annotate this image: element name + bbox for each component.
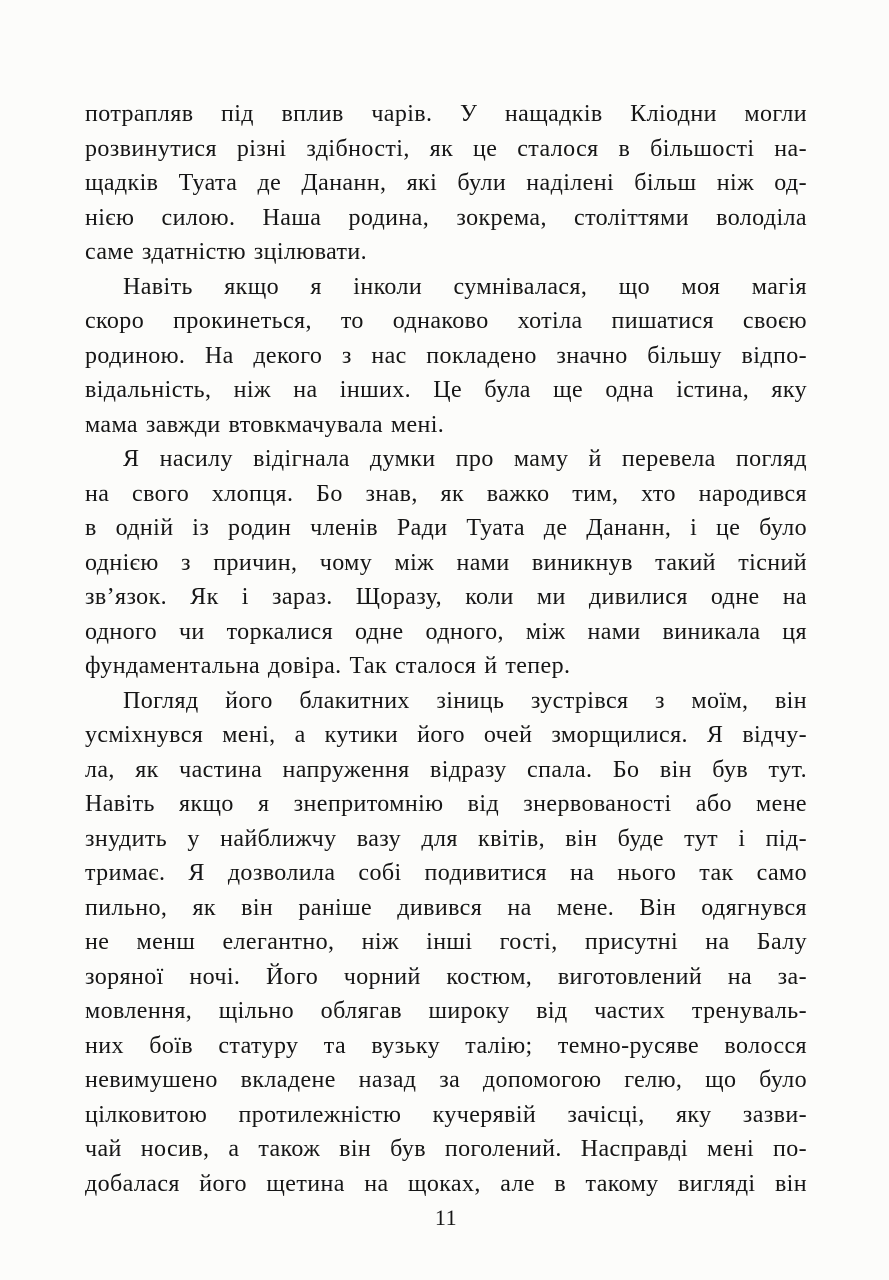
text-line: в одній із родин членів Ради Туата де Дананн, і це було xyxy=(85,515,807,541)
text-line: цілковитою протилежністю кучерявій зачісці, яку зазви- xyxy=(85,1101,807,1128)
text-line: потрапляв під вплив чарів. У нащадків Кліодни могли xyxy=(85,101,807,127)
text-line: добалася його щетина на щоках, але в такому вигляді він xyxy=(85,1170,807,1197)
text-line: мовлення, щільно облягав широку від частих тренуваль- xyxy=(85,998,807,1024)
text-line: мама завжди втовкмачувала мені. xyxy=(85,411,445,438)
text-line: нією силою. Наша родина, зокрема, століттями володіла xyxy=(85,204,807,231)
text-line: Навіть якщо я знепритомнію від знервованості або мене xyxy=(85,791,807,817)
text-line: них боїв статуру та вузьку талію; темно-русяве волосся xyxy=(85,1032,807,1059)
text-line: зв’язок. Як і зараз. Щоразу, коли ми дивилися одне на xyxy=(85,584,807,610)
text-line: пильно, як він раніше дивився на мене. Він одягнувся xyxy=(85,894,807,921)
page-number: 11 xyxy=(434,1205,458,1230)
paragraph xyxy=(85,684,807,1202)
text-line: Погляд його блакитних зіниць зустрівся з моїм, він xyxy=(123,687,807,714)
text-line: усміхнувся мені, а кутики його очей зморщилися. Я відчу- xyxy=(85,722,807,748)
text-line: щадків Туата де Дананн, які були наділені більш ніж од- xyxy=(85,170,807,196)
text-line: Навіть якщо я інколи сумнівалася, що моя магія xyxy=(123,273,807,300)
text-line: тримає. Я дозволила собі подивитися на нього так само xyxy=(85,860,807,886)
text-line: зоряної ночі. Його чорний костюм, виготовлений на за- xyxy=(85,963,807,990)
text-line: родиною. На декого з нас покладено значно більшу відпо- xyxy=(85,342,807,369)
text-line: однією з причин, чому між нами виникнув такий тісний xyxy=(85,549,807,576)
text-line: одного чи торкалися одне одного, між нами виникала ця xyxy=(85,618,807,645)
text-line: на свого хлопця. Бо знав, як важко тим, хто народився xyxy=(85,480,807,507)
text-line: невимушено вкладене назад за допомогою гелю, що було xyxy=(85,1067,807,1093)
paragraph xyxy=(85,270,807,443)
text-line: Я насилу відігнала думки про маму й перевела погляд xyxy=(123,446,807,472)
text-line: ла, як частина напруження відразу спала. Бо він був тут. xyxy=(85,756,807,783)
text-line: відальність, ніж на інших. Це була ще одна істина, яку xyxy=(85,377,807,403)
text-line: фундаментальна довіра. Так сталося й тепер. xyxy=(85,653,571,679)
text-line: саме здатністю зцілювати. xyxy=(85,239,368,265)
text-line: не менш елегантно, ніж інші гості, присутні на Балу xyxy=(85,929,807,955)
text-line: скоро прокинеться, то однаково хотіла пишатися своєю xyxy=(85,308,807,334)
paragraph xyxy=(85,442,807,684)
paragraph xyxy=(85,97,807,270)
text-line: розвинутися різні здібності, як це сталося в більшості на- xyxy=(85,135,807,162)
text-block xyxy=(85,97,807,1201)
text-line: чай носив, а також він був поголений. Насправді мені по- xyxy=(85,1136,807,1162)
text-line: знудить у найближчу вазу для квітів, він буде тут і під- xyxy=(85,825,807,852)
